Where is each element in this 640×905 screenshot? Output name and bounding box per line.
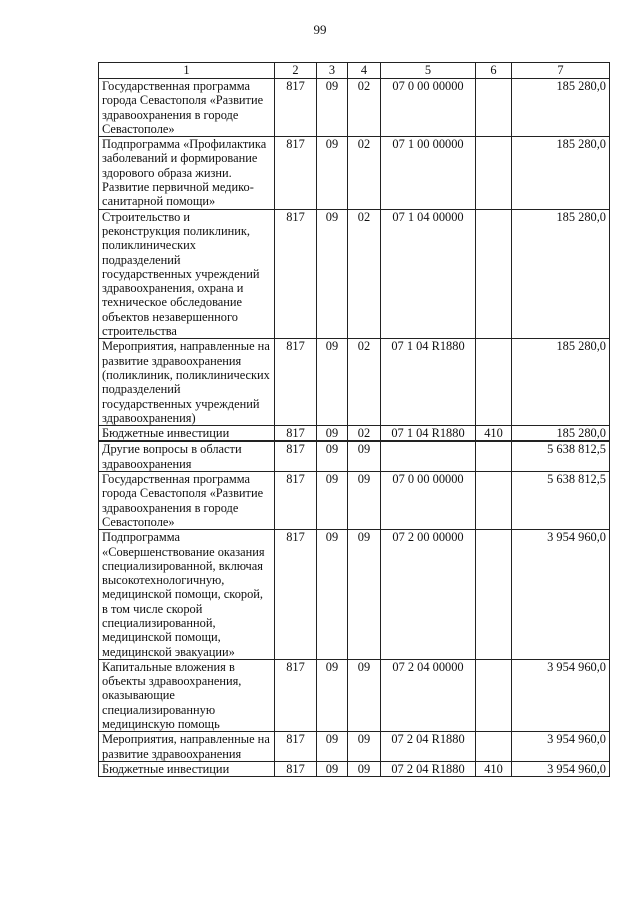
header-row (99, 63, 610, 79)
row-target-article: 07 2 00 00000 (381, 530, 476, 660)
table-row (99, 472, 610, 530)
row-expense-type (476, 79, 512, 137)
row-section: 09 (317, 441, 348, 471)
table-row (99, 441, 610, 471)
header-col-4: 4 (348, 63, 381, 79)
row-name: Бюджетные инвестиции (99, 761, 275, 776)
row-subsection: 09 (348, 472, 381, 530)
row-expense-type (476, 472, 512, 530)
row-ministry-code: 817 (275, 472, 317, 530)
table-row (99, 137, 610, 209)
row-subsection: 09 (348, 441, 381, 471)
row-subsection: 02 (348, 426, 381, 442)
row-ministry-code: 817 (275, 426, 317, 442)
row-target-article: 07 1 04 R1880 (381, 339, 476, 426)
header-col-3: 3 (317, 63, 348, 79)
row-section: 09 (317, 426, 348, 442)
row-name: Капитальные вложения в объекты здравоохранения, оказывающие специализированную медицинскую помощь (99, 659, 275, 731)
row-amount: 3 954 960,0 (512, 761, 610, 776)
row-ministry-code: 817 (275, 761, 317, 776)
row-expense-type (476, 339, 512, 426)
row-section: 09 (317, 339, 348, 426)
row-section: 09 (317, 761, 348, 776)
row-name: Государственная программа города Севастополя «Развитие здравоохранения в городе Севастополе» (99, 472, 275, 530)
row-subsection: 02 (348, 339, 381, 426)
table-row (99, 732, 610, 762)
row-target-article (381, 441, 476, 471)
row-section: 09 (317, 659, 348, 731)
table-row (99, 761, 610, 776)
header-col-5: 5 (381, 63, 476, 79)
row-target-article: 07 0 00 00000 (381, 472, 476, 530)
row-expense-type (476, 530, 512, 660)
row-target-article: 07 2 04 R1880 (381, 761, 476, 776)
row-expense-type (476, 732, 512, 762)
table-row (99, 339, 610, 426)
row-target-article: 07 1 00 00000 (381, 137, 476, 209)
row-expense-type: 410 (476, 761, 512, 776)
row-section: 09 (317, 79, 348, 137)
row-expense-type (476, 441, 512, 471)
row-amount: 185 280,0 (512, 426, 610, 442)
row-section: 09 (317, 137, 348, 209)
row-subsection: 09 (348, 732, 381, 762)
row-ministry-code: 817 (275, 209, 317, 339)
header-col-1: 1 (99, 63, 275, 79)
row-name: Подпрограмма «Профилактика заболеваний и формирование здорового образа жизни. Развитие первичной медико-санитарной помощи» (99, 137, 275, 209)
row-ministry-code: 817 (275, 441, 317, 471)
row-name: Государственная программа города Севастополя «Развитие здравоохранения в городе Севастополе» (99, 79, 275, 137)
row-name: Бюджетные инвестиции (99, 426, 275, 442)
row-name: Строительство и реконструкция поликлиник, поликлинических подразделений государственных учреждений здравоохранения, охрана и техническое обследование объектов незавершенного строительства (99, 209, 275, 339)
row-amount: 185 280,0 (512, 79, 610, 137)
header-col-2: 2 (275, 63, 317, 79)
row-section: 09 (317, 732, 348, 762)
row-amount: 185 280,0 (512, 137, 610, 209)
row-name: Другие вопросы в области здравоохранения (99, 441, 275, 471)
row-ministry-code: 817 (275, 79, 317, 137)
row-section: 09 (317, 209, 348, 339)
row-expense-type (476, 659, 512, 731)
table-row (99, 530, 610, 660)
row-target-article: 07 0 00 00000 (381, 79, 476, 137)
row-section: 09 (317, 530, 348, 660)
row-expense-type: 410 (476, 426, 512, 442)
table-row (99, 426, 610, 442)
row-subsection: 02 (348, 209, 381, 339)
row-ministry-code: 817 (275, 732, 317, 762)
row-target-article: 07 1 04 R1880 (381, 426, 476, 442)
row-expense-type (476, 209, 512, 339)
row-name: Подпрограмма «Совершенствование оказания специализированной, включая высокотехнологичную, медицинской помощи, скорой, в том числе скорой специализированной, медицинской помощи, медицинской эвакуации» (99, 530, 275, 660)
row-subsection: 02 (348, 79, 381, 137)
row-ministry-code: 817 (275, 659, 317, 731)
row-amount: 185 280,0 (512, 339, 610, 426)
row-ministry-code: 817 (275, 530, 317, 660)
row-amount: 3 954 960,0 (512, 530, 610, 660)
row-subsection: 09 (348, 761, 381, 776)
table-row (99, 659, 610, 731)
budget-table (98, 62, 610, 777)
row-subsection: 09 (348, 659, 381, 731)
row-subsection: 09 (348, 530, 381, 660)
table-row (99, 79, 610, 137)
table-row (99, 209, 610, 339)
row-amount: 3 954 960,0 (512, 732, 610, 762)
row-amount: 185 280,0 (512, 209, 610, 339)
row-name: Мероприятия, направленные на развитие здравоохранения (поликлиник, поликлинических подразделений государственных учреждений здравоохранения) (99, 339, 275, 426)
row-section: 09 (317, 472, 348, 530)
row-target-article: 07 2 04 R1880 (381, 732, 476, 762)
row-target-article: 07 2 04 00000 (381, 659, 476, 731)
row-amount: 3 954 960,0 (512, 659, 610, 731)
page-number: 99 (313, 22, 327, 37)
row-name: Мероприятия, направленные на развитие здравоохранения (99, 732, 275, 762)
row-ministry-code: 817 (275, 339, 317, 426)
row-expense-type (476, 137, 512, 209)
header-col-7: 7 (512, 63, 610, 79)
header-col-6: 6 (476, 63, 512, 79)
row-ministry-code: 817 (275, 137, 317, 209)
row-target-article: 07 1 04 00000 (381, 209, 476, 339)
row-amount: 5 638 812,5 (512, 472, 610, 530)
row-subsection: 02 (348, 137, 381, 209)
row-amount: 5 638 812,5 (512, 441, 610, 471)
